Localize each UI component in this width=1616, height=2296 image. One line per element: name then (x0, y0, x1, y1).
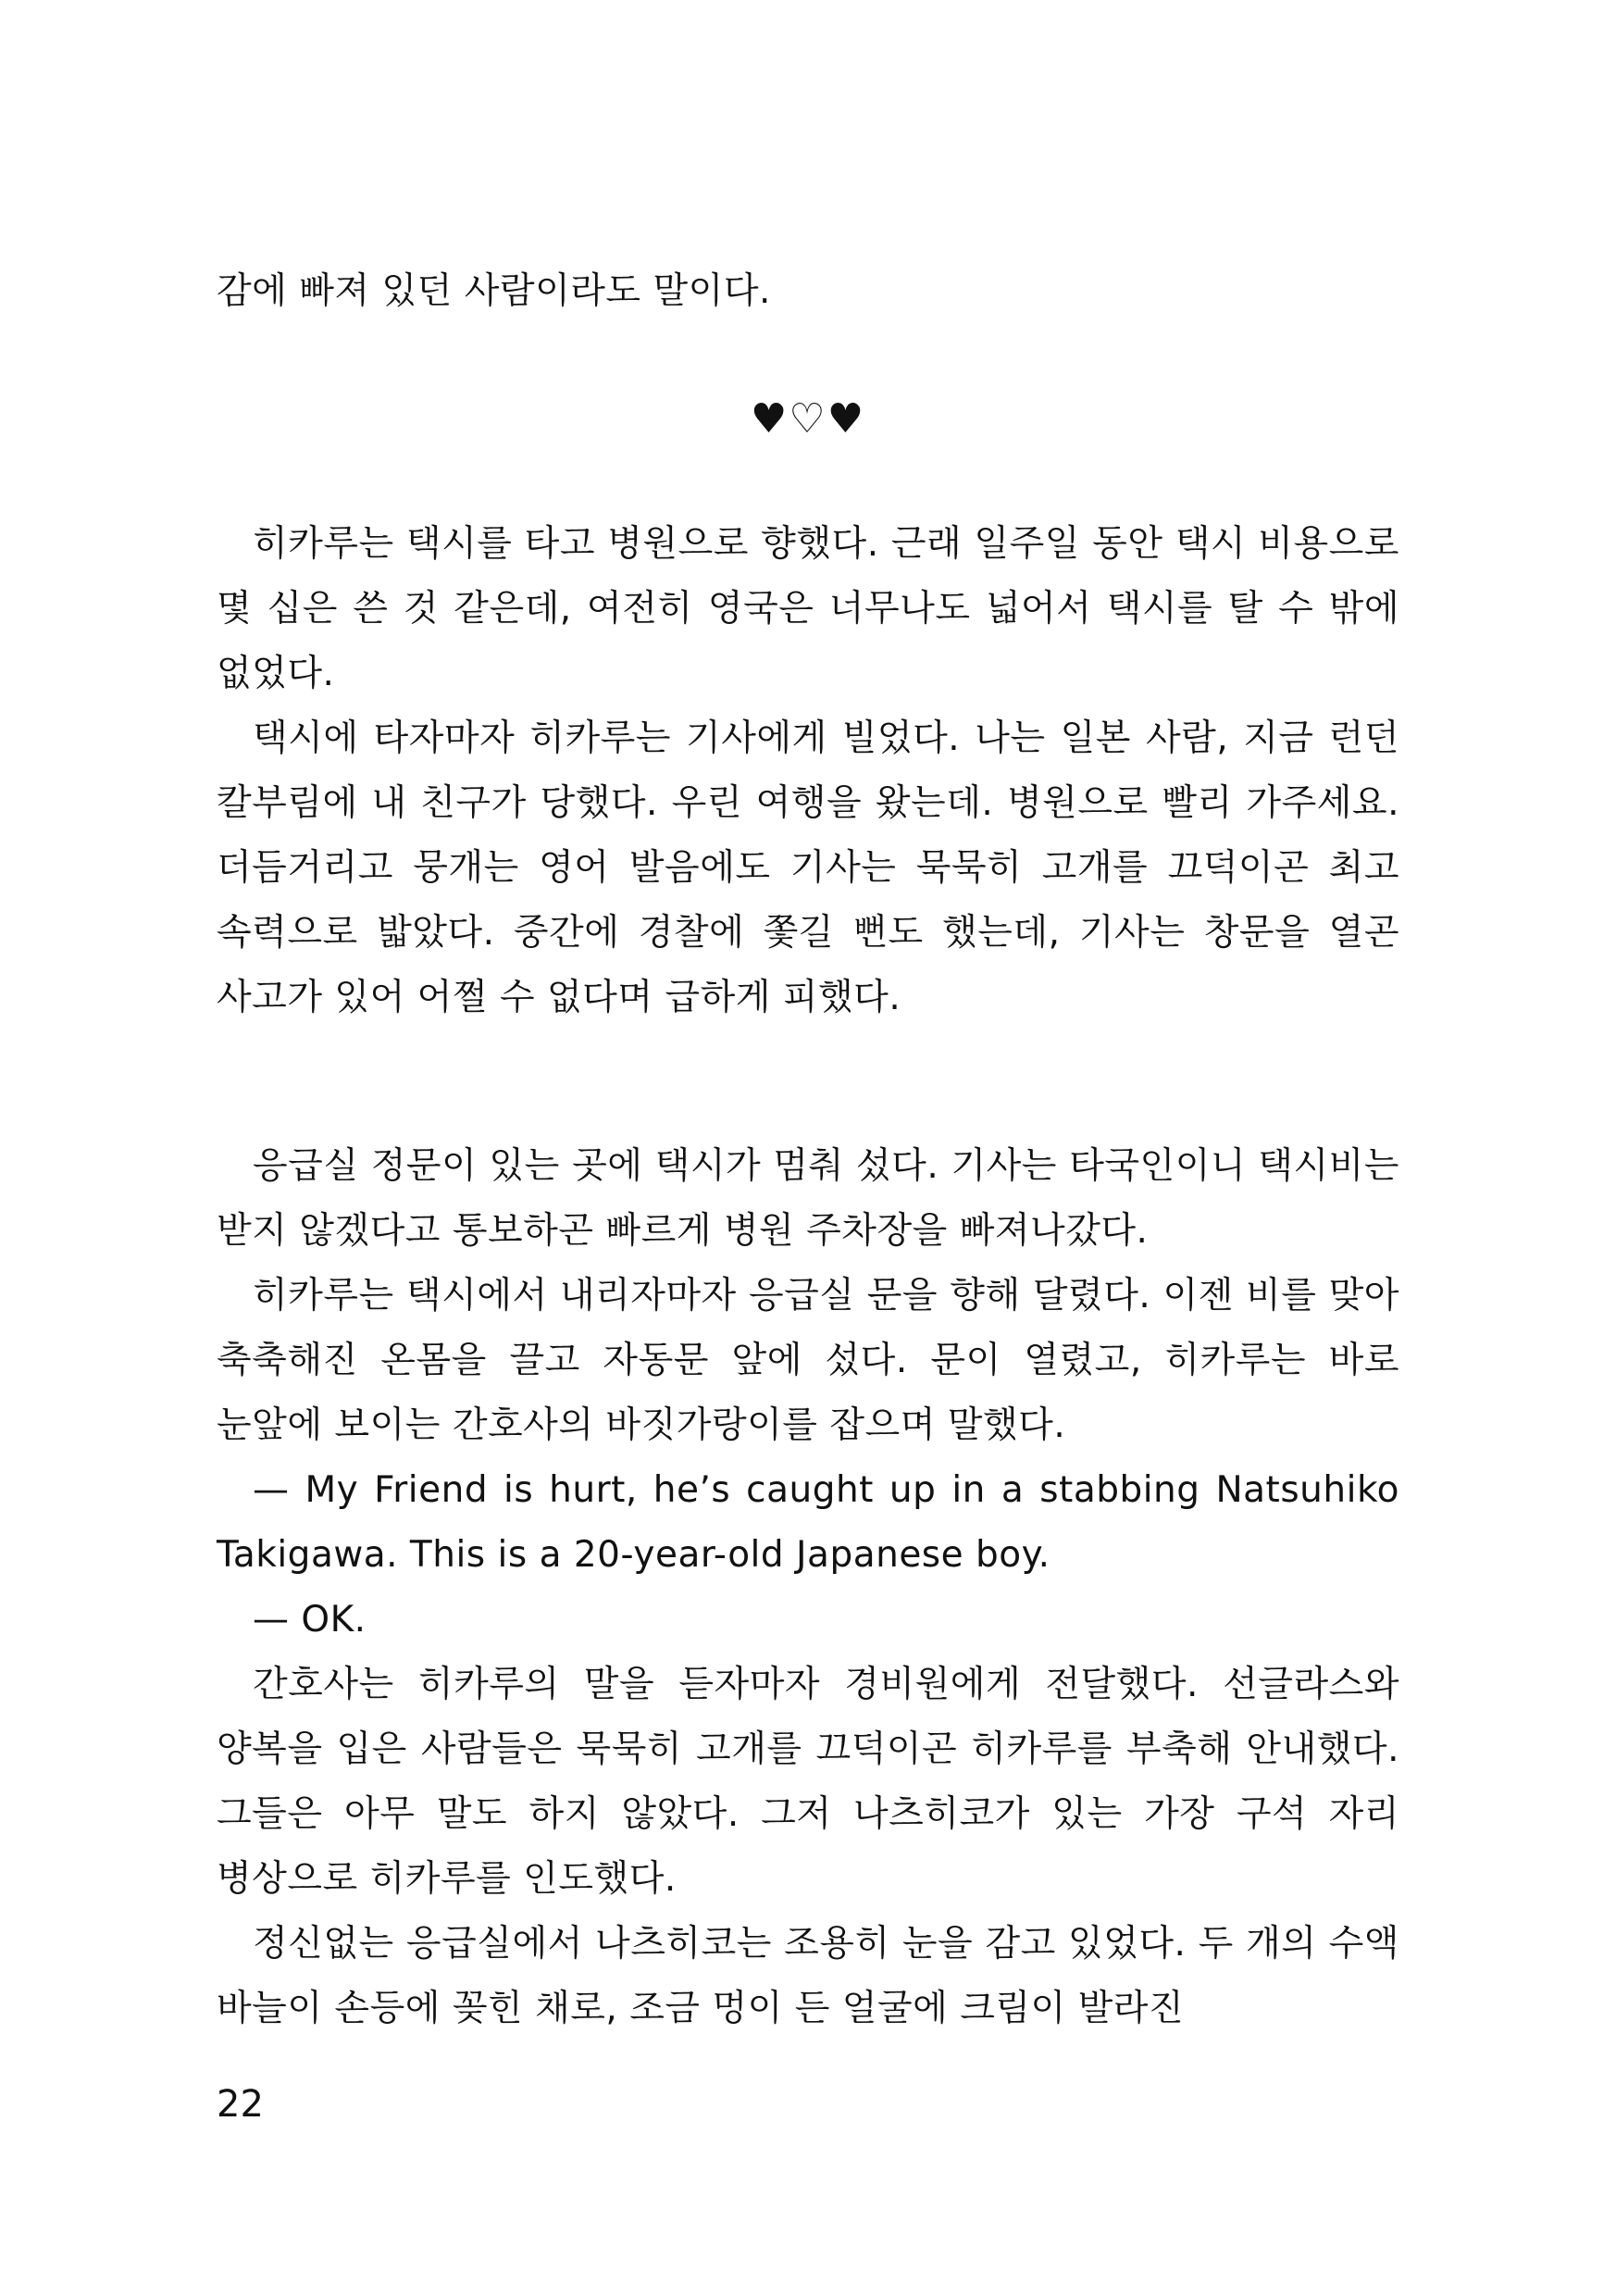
dialogue-line: — My Friend is hurt, he’s caught up in a stabbing Natsuhiko Takigawa. This is a 20-year-old Japanese boy. (217, 1469, 1399, 1576)
section-break-ornament: ♥♡♥ (750, 395, 866, 443)
paragraph: 감에 빠져 있던 사람이라도 말이다. (217, 270, 771, 312)
continuation-text (217, 259, 1399, 324)
dialogue-line: — OK. (253, 1599, 367, 1641)
paragraph: 응급실 정문이 있는 곳에 택시가 멈춰 섰다. 기사는 타국인이니 택시비는 받지 않겠다고 통보하곤 빠르게 병원 주차장을 빠져나갔다. (217, 1145, 1399, 1252)
page-number: 22 (217, 2083, 264, 2126)
paragraph: 택시에 타자마자 히카루는 기사에게 빌었다. 나는 일본 사람, 지금 런던 칼부림에 내 친구가 당했다. 우린 여행을 왔는데. 병원으로 빨리 가주세요. 더듬거리고 뭉개는 영어 발음에도 기사는 묵묵히 고개를 끄덕이곤 최고 속력으로 밟았다. 중간에 경찰에 쫓길 뻔도 했는데, 기사는 창문을 열곤 사고가 있어 어쩔 수 없다며 급하게 피했다. (217, 718, 1399, 1018)
paragraph: 히카루는 택시에서 내리자마자 응급실 문을 향해 달렸다. 이젠 비를 맞아 축축해진 온몸을 끌고 자동문 앞에 섰다. 문이 열렸고, 히카루는 바로 눈앞에 보이는 간호사의 바짓가랑이를 잡으며 말했다. (217, 1275, 1399, 1446)
paragraph: 정신없는 응급실에서 나츠히코는 조용히 눈을 감고 있었다. 두 개의 수액 바늘이 손등에 꽂힌 채로, 조금 멍이 든 얼굴에 크림이 발라진 (217, 1923, 1399, 2029)
text-section-taxi (217, 512, 1399, 1030)
text-section-hospital (217, 1134, 1399, 2041)
paragraph: 간호사는 히카루의 말을 듣자마자 경비원에게 전달했다. 선글라스와 양복을 입은 사람들은 묵묵히 고개를 끄덕이곤 히카루를 부축해 안내했다. 그들은 아무 말도 하지 않았다. 그저 나츠히코가 있는 가장 구석 자리 병상으로 히카루를 인도했다. (217, 1664, 1399, 1900)
paragraph: 히카루는 택시를 타고 병원으로 향했다. 근래 일주일 동안 택시 비용으로 몇 십은 쓴 것 같은데, 여전히 영국은 너무나도 넓어서 택시를 탈 수 밖에 없었다. (217, 523, 1399, 694)
